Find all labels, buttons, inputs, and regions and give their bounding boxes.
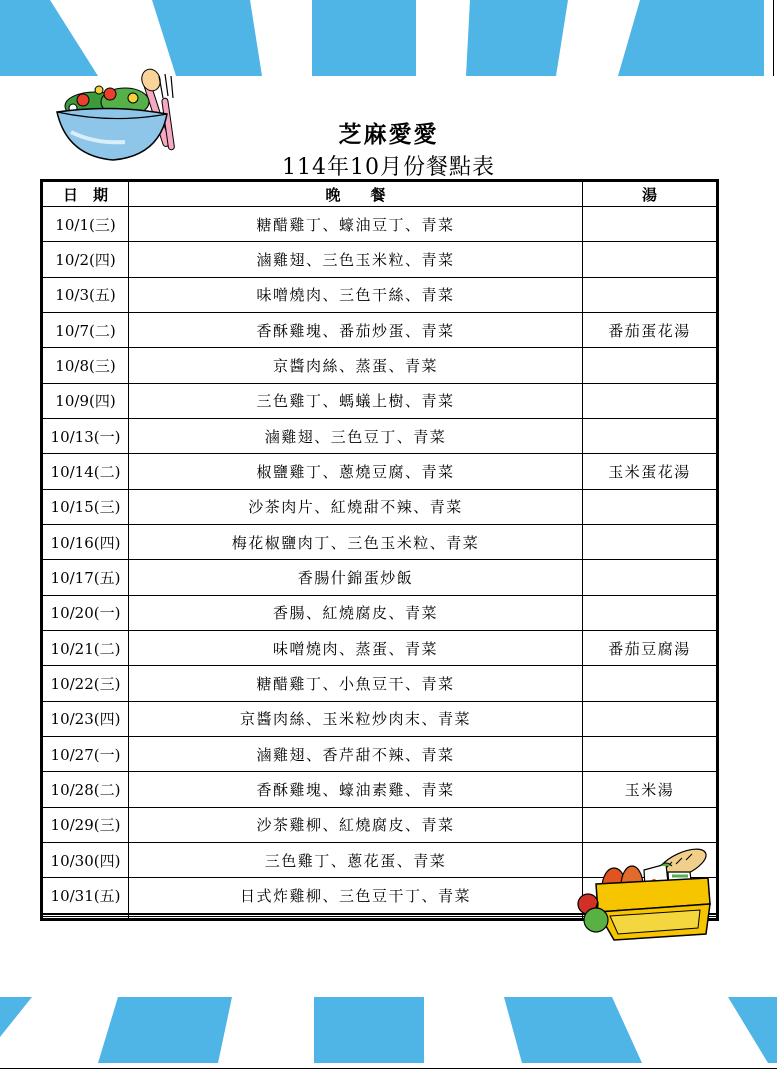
table-row: [42, 242, 718, 277]
table-header-row: [42, 181, 718, 207]
date-cell: 10/15(三): [42, 489, 129, 524]
table-row: [42, 666, 718, 701]
header-soup: 湯: [583, 181, 718, 207]
meal-table: [40, 179, 719, 921]
dinner-cell: 香腸什錦蛋炒飯: [129, 560, 583, 595]
table-row: [42, 312, 718, 347]
date-cell: 10/27(一): [42, 736, 129, 771]
date-cell: 10/2(四): [42, 242, 129, 277]
date-cell: 10/30(四): [42, 842, 129, 877]
date-cell: 10/16(四): [42, 524, 129, 559]
dinner-cell: 香酥雞塊、番茄炒蛋、青菜: [129, 312, 583, 347]
top-stripe-border: [0, 0, 777, 76]
table-row: [42, 348, 718, 383]
soup-cell: [583, 383, 718, 418]
dinner-cell: 三色雞丁、蔥花蛋、青菜: [129, 842, 583, 877]
soup-cell: [583, 595, 718, 630]
date-cell: [42, 916, 129, 919]
soup-cell: [583, 418, 718, 453]
table-row: [42, 807, 718, 842]
date-cell: 10/7(二): [42, 312, 129, 347]
date-cell: 10/1(三): [42, 207, 129, 242]
dinner-cell: 滷雞翅、香芹甜不辣、青菜: [129, 736, 583, 771]
date-cell: 10/3(五): [42, 277, 129, 312]
date-cell: 10/22(三): [42, 666, 129, 701]
dinner-cell: 三色雞丁、螞蟻上樹、青菜: [129, 383, 583, 418]
soup-cell: [583, 242, 718, 277]
dinner-cell: 味噌燒肉、三色干絲、青菜: [129, 277, 583, 312]
table-row: [42, 207, 718, 242]
soup-cell: [583, 701, 718, 736]
dinner-cell: 味噌燒肉、蒸蛋、青菜: [129, 630, 583, 665]
soup-cell: [583, 807, 718, 842]
bottom-stripe-shapes: [0, 997, 777, 1069]
dinner-cell: 梅花椒鹽肉丁、三色玉米粒、青菜: [129, 524, 583, 559]
table-row: [42, 630, 718, 665]
dinner-cell: 京醬肉絲、蒸蛋、青菜: [129, 348, 583, 383]
dinner-cell: 香酥雞塊、蠔油素雞、青菜: [129, 772, 583, 807]
soup-cell: 玉米湯: [583, 772, 718, 807]
date-cell: 10/21(二): [42, 630, 129, 665]
lunchbox-icon: [574, 842, 722, 942]
header-date: 日 期: [42, 181, 129, 207]
dinner-cell: 沙茶肉片、紅燒甜不辣、青菜: [129, 489, 583, 524]
soup-cell: [583, 277, 718, 312]
table-row: [42, 772, 718, 807]
date-cell: 10/17(五): [42, 560, 129, 595]
dinner-cell: 京醬肉絲、玉米粒炒肉末、青菜: [129, 701, 583, 736]
table-row: [42, 418, 718, 453]
date-cell: 10/28(二): [42, 772, 129, 807]
table-row: [42, 701, 718, 736]
dinner-cell: 糖醋雞丁、蠔油豆丁、青菜: [129, 207, 583, 242]
soup-cell: [583, 666, 718, 701]
dinner-cell: 日式炸雞柳、三色豆干丁、青菜: [129, 878, 583, 913]
soup-cell: [583, 207, 718, 242]
dinner-cell: [129, 916, 583, 919]
table-row: [42, 595, 718, 630]
page-subtitle: 114年10月份餐點表: [282, 155, 495, 180]
dinner-cell: 滷雞翅、三色玉米粒、青菜: [129, 242, 583, 277]
date-cell: 10/13(一): [42, 418, 129, 453]
soup-cell: 玉米蛋花湯: [583, 454, 718, 489]
table-row: [42, 560, 718, 595]
soup-cell: 番茄蛋花湯: [583, 312, 718, 347]
soup-cell: [583, 348, 718, 383]
dinner-cell: 椒鹽雞丁、蔥燒豆腐、青菜: [129, 454, 583, 489]
soup-cell: 番茄豆腐湯: [583, 630, 718, 665]
dinner-cell: 香腸、紅燒腐皮、青菜: [129, 595, 583, 630]
dinner-cell: 沙茶雞柳、紅燒腐皮、青菜: [129, 807, 583, 842]
date-cell: 10/31(五): [42, 878, 129, 913]
soup-cell: [583, 489, 718, 524]
date-cell: 10/8(三): [42, 348, 129, 383]
soup-cell: [583, 736, 718, 771]
date-cell: 10/29(三): [42, 807, 129, 842]
date-cell: 10/20(一): [42, 595, 129, 630]
page-title: 芝麻愛愛: [338, 121, 439, 148]
soup-cell: [583, 560, 718, 595]
table-row: [42, 489, 718, 524]
header-dinner: 晚 餐: [129, 181, 583, 207]
dinner-cell: 滷雞翅、三色豆丁、青菜: [129, 418, 583, 453]
table-row: [42, 736, 718, 771]
date-cell: 10/9(四): [42, 383, 129, 418]
date-cell: 10/23(四): [42, 701, 129, 736]
table-row: [42, 454, 718, 489]
soup-cell: [583, 524, 718, 559]
table-row: [42, 383, 718, 418]
table-row: [42, 277, 718, 312]
table-row: [42, 524, 718, 559]
dinner-cell: 糖醋雞丁、小魚豆干、青菜: [129, 666, 583, 701]
date-cell: 10/14(二): [42, 454, 129, 489]
